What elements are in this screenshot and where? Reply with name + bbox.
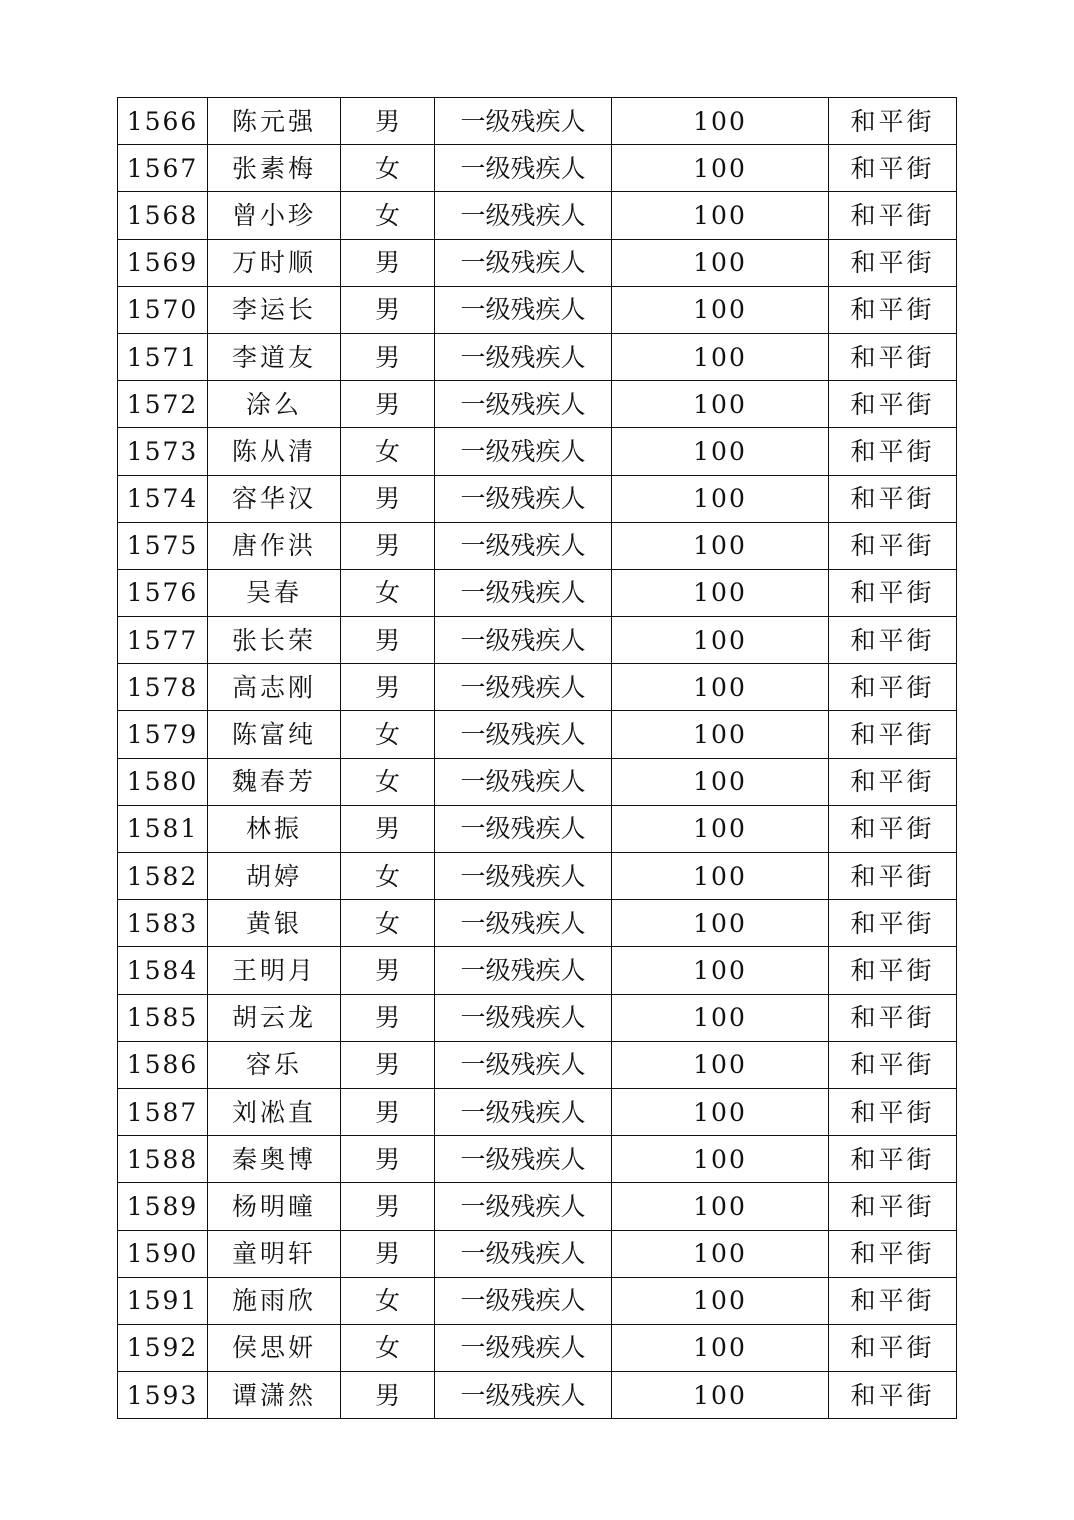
cell-number: 1586	[118, 1041, 208, 1088]
table-row	[118, 758, 957, 805]
cell-number: 1587	[118, 1088, 208, 1135]
cell-street: 和平街	[829, 711, 957, 758]
cell-sex: 男	[341, 664, 435, 711]
cell-amount: 100	[612, 145, 829, 192]
cell-amount: 100	[612, 947, 829, 994]
table-row	[118, 475, 957, 522]
cell-number: 1571	[118, 333, 208, 380]
cell-number: 1569	[118, 239, 208, 286]
cell-amount: 100	[612, 900, 829, 947]
cell-disability-level: 一级残疾人	[435, 947, 612, 994]
cell-disability-level: 一级残疾人	[435, 286, 612, 333]
cell-amount: 100	[612, 1088, 829, 1135]
cell-name: 李道友	[208, 333, 341, 380]
cell-street: 和平街	[829, 1136, 957, 1183]
cell-name: 陈从清	[208, 428, 341, 475]
table-row	[118, 947, 957, 994]
cell-disability-level: 一级残疾人	[435, 900, 612, 947]
cell-number: 1593	[118, 1372, 208, 1419]
cell-name: 秦奥博	[208, 1136, 341, 1183]
cell-sex: 女	[341, 145, 435, 192]
cell-name: 谭潇然	[208, 1372, 341, 1419]
table-row	[118, 1041, 957, 1088]
cell-name: 刘凇直	[208, 1088, 341, 1135]
cell-name: 魏春芳	[208, 758, 341, 805]
cell-sex: 男	[341, 333, 435, 380]
cell-sex: 女	[341, 900, 435, 947]
cell-name: 黄银	[208, 900, 341, 947]
cell-street: 和平街	[829, 428, 957, 475]
cell-disability-level: 一级残疾人	[435, 1183, 612, 1230]
cell-number: 1573	[118, 428, 208, 475]
cell-amount: 100	[612, 98, 829, 145]
cell-sex: 女	[341, 711, 435, 758]
table-row	[118, 98, 957, 145]
cell-amount: 100	[612, 664, 829, 711]
cell-number: 1576	[118, 569, 208, 616]
table-row	[118, 239, 957, 286]
cell-street: 和平街	[829, 569, 957, 616]
cell-disability-level: 一级残疾人	[435, 1041, 612, 1088]
cell-disability-level: 一级残疾人	[435, 569, 612, 616]
table-row	[118, 286, 957, 333]
cell-number: 1582	[118, 853, 208, 900]
cell-disability-level: 一级残疾人	[435, 711, 612, 758]
cell-sex: 男	[341, 1041, 435, 1088]
cell-street: 和平街	[829, 286, 957, 333]
cell-disability-level: 一级残疾人	[435, 522, 612, 569]
cell-name: 张长荣	[208, 617, 341, 664]
cell-street: 和平街	[829, 522, 957, 569]
cell-disability-level: 一级残疾人	[435, 994, 612, 1041]
cell-name: 容乐	[208, 1041, 341, 1088]
cell-sex: 男	[341, 1230, 435, 1277]
cell-street: 和平街	[829, 192, 957, 239]
cell-name: 涂么	[208, 381, 341, 428]
cell-number: 1584	[118, 947, 208, 994]
cell-number: 1577	[118, 617, 208, 664]
cell-sex: 男	[341, 239, 435, 286]
cell-disability-level: 一级残疾人	[435, 758, 612, 805]
cell-amount: 100	[612, 475, 829, 522]
table-row	[118, 381, 957, 428]
table-row	[118, 1183, 957, 1230]
cell-amount: 100	[612, 428, 829, 475]
cell-disability-level: 一级残疾人	[435, 475, 612, 522]
cell-sex: 男	[341, 1372, 435, 1419]
cell-sex: 女	[341, 853, 435, 900]
cell-sex: 男	[341, 805, 435, 852]
cell-sex: 男	[341, 1183, 435, 1230]
cell-sex: 男	[341, 1088, 435, 1135]
cell-amount: 100	[612, 286, 829, 333]
cell-street: 和平街	[829, 1230, 957, 1277]
cell-name: 童明轩	[208, 1230, 341, 1277]
cell-street: 和平街	[829, 333, 957, 380]
cell-sex: 男	[341, 522, 435, 569]
cell-disability-level: 一级残疾人	[435, 1277, 612, 1324]
cell-street: 和平街	[829, 1277, 957, 1324]
cell-disability-level: 一级残疾人	[435, 617, 612, 664]
cell-street: 和平街	[829, 381, 957, 428]
cell-disability-level: 一级残疾人	[435, 1372, 612, 1419]
cell-disability-level: 一级残疾人	[435, 428, 612, 475]
cell-street: 和平街	[829, 1041, 957, 1088]
cell-name: 胡云龙	[208, 994, 341, 1041]
roster-table	[117, 97, 957, 1419]
cell-number: 1592	[118, 1324, 208, 1371]
cell-amount: 100	[612, 853, 829, 900]
cell-street: 和平街	[829, 239, 957, 286]
cell-street: 和平街	[829, 805, 957, 852]
cell-street: 和平街	[829, 664, 957, 711]
cell-number: 1589	[118, 1183, 208, 1230]
cell-amount: 100	[612, 1041, 829, 1088]
cell-amount: 100	[612, 569, 829, 616]
cell-amount: 100	[612, 617, 829, 664]
table-row	[118, 1372, 957, 1419]
cell-street: 和平街	[829, 853, 957, 900]
cell-number: 1566	[118, 98, 208, 145]
cell-number: 1568	[118, 192, 208, 239]
table-row	[118, 192, 957, 239]
cell-street: 和平街	[829, 145, 957, 192]
cell-disability-level: 一级残疾人	[435, 1324, 612, 1371]
cell-name: 陈富纯	[208, 711, 341, 758]
cell-amount: 100	[612, 522, 829, 569]
cell-sex: 男	[341, 994, 435, 1041]
cell-name: 陈元强	[208, 98, 341, 145]
cell-number: 1588	[118, 1136, 208, 1183]
cell-name: 李运长	[208, 286, 341, 333]
table-row	[118, 569, 957, 616]
cell-disability-level: 一级残疾人	[435, 98, 612, 145]
cell-street: 和平街	[829, 947, 957, 994]
cell-street: 和平街	[829, 475, 957, 522]
table-row	[118, 1136, 957, 1183]
cell-number: 1570	[118, 286, 208, 333]
table-row	[118, 1230, 957, 1277]
cell-street: 和平街	[829, 1372, 957, 1419]
cell-amount: 100	[612, 1372, 829, 1419]
cell-name: 万时顺	[208, 239, 341, 286]
cell-amount: 100	[612, 1230, 829, 1277]
cell-name: 王明月	[208, 947, 341, 994]
cell-name: 杨明曈	[208, 1183, 341, 1230]
cell-disability-level: 一级残疾人	[435, 1088, 612, 1135]
cell-amount: 100	[612, 1277, 829, 1324]
cell-number: 1574	[118, 475, 208, 522]
roster-table-body	[118, 98, 957, 1419]
table-row	[118, 428, 957, 475]
table-row	[118, 522, 957, 569]
cell-amount: 100	[612, 192, 829, 239]
cell-sex: 男	[341, 617, 435, 664]
cell-name: 侯思妍	[208, 1324, 341, 1371]
cell-amount: 100	[612, 381, 829, 428]
cell-amount: 100	[612, 805, 829, 852]
cell-name: 容华汉	[208, 475, 341, 522]
cell-amount: 100	[612, 1183, 829, 1230]
cell-number: 1575	[118, 522, 208, 569]
cell-number: 1583	[118, 900, 208, 947]
cell-street: 和平街	[829, 98, 957, 145]
cell-street: 和平街	[829, 994, 957, 1041]
cell-amount: 100	[612, 758, 829, 805]
cell-amount: 100	[612, 239, 829, 286]
cell-disability-level: 一级残疾人	[435, 239, 612, 286]
cell-number: 1581	[118, 805, 208, 852]
cell-name: 唐作洪	[208, 522, 341, 569]
cell-number: 1591	[118, 1277, 208, 1324]
cell-sex: 女	[341, 428, 435, 475]
cell-sex: 男	[341, 286, 435, 333]
cell-name: 张素梅	[208, 145, 341, 192]
cell-sex: 女	[341, 1277, 435, 1324]
cell-amount: 100	[612, 1324, 829, 1371]
table-row	[118, 1277, 957, 1324]
cell-amount: 100	[612, 333, 829, 380]
table-row	[118, 145, 957, 192]
cell-disability-level: 一级残疾人	[435, 192, 612, 239]
cell-sex: 女	[341, 569, 435, 616]
cell-disability-level: 一级残疾人	[435, 381, 612, 428]
cell-street: 和平街	[829, 1088, 957, 1135]
cell-disability-level: 一级残疾人	[435, 805, 612, 852]
table-row	[118, 994, 957, 1041]
table-row	[118, 853, 957, 900]
cell-sex: 男	[341, 947, 435, 994]
cell-number: 1567	[118, 145, 208, 192]
cell-sex: 女	[341, 192, 435, 239]
cell-street: 和平街	[829, 758, 957, 805]
cell-disability-level: 一级残疾人	[435, 1136, 612, 1183]
cell-sex: 女	[341, 1324, 435, 1371]
cell-disability-level: 一级残疾人	[435, 664, 612, 711]
cell-name: 曾小珍	[208, 192, 341, 239]
cell-sex: 男	[341, 1136, 435, 1183]
table-row	[118, 805, 957, 852]
cell-number: 1580	[118, 758, 208, 805]
table-row	[118, 664, 957, 711]
table-row	[118, 900, 957, 947]
cell-number: 1572	[118, 381, 208, 428]
cell-name: 施雨欣	[208, 1277, 341, 1324]
table-row	[118, 333, 957, 380]
cell-number: 1578	[118, 664, 208, 711]
cell-disability-level: 一级残疾人	[435, 333, 612, 380]
cell-disability-level: 一级残疾人	[435, 853, 612, 900]
cell-number: 1579	[118, 711, 208, 758]
table-row	[118, 711, 957, 758]
cell-sex: 男	[341, 381, 435, 428]
cell-name: 林振	[208, 805, 341, 852]
table-row	[118, 617, 957, 664]
cell-sex: 女	[341, 758, 435, 805]
cell-name: 高志刚	[208, 664, 341, 711]
cell-sex: 男	[341, 98, 435, 145]
cell-number: 1585	[118, 994, 208, 1041]
table-row	[118, 1088, 957, 1135]
cell-sex: 男	[341, 475, 435, 522]
cell-street: 和平街	[829, 617, 957, 664]
cell-amount: 100	[612, 994, 829, 1041]
cell-name: 胡婷	[208, 853, 341, 900]
table-row	[118, 1324, 957, 1371]
cell-street: 和平街	[829, 1183, 957, 1230]
cell-number: 1590	[118, 1230, 208, 1277]
cell-street: 和平街	[829, 900, 957, 947]
cell-amount: 100	[612, 711, 829, 758]
cell-disability-level: 一级残疾人	[435, 1230, 612, 1277]
cell-disability-level: 一级残疾人	[435, 145, 612, 192]
cell-street: 和平街	[829, 1324, 957, 1371]
cell-amount: 100	[612, 1136, 829, 1183]
cell-name: 吴春	[208, 569, 341, 616]
